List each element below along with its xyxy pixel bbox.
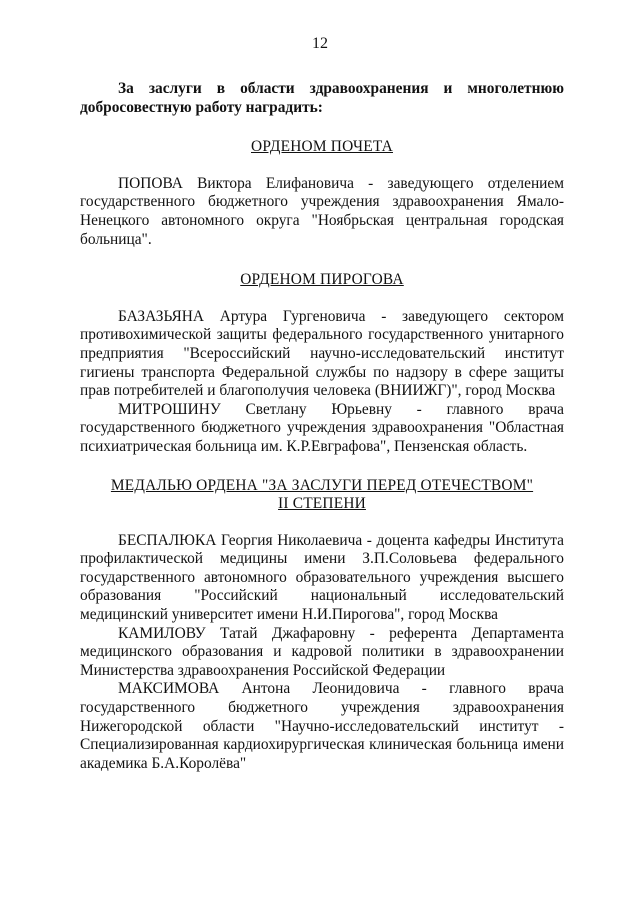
document-body <box>80 80 564 773</box>
heading-line: МЕДАЛЬЮ ОРДЕНА "ЗА ЗАСЛУГИ ПЕРЕД ОТЕЧЕСТВОМ" <box>110 476 534 494</box>
section-heading-medal-merit-fatherland <box>80 477 564 514</box>
award-intro: За заслуги в области здравоохранения и многолетнюю добросовестную работу наградить: <box>80 80 564 116</box>
page-number: 12 <box>312 35 328 52</box>
person-entry: ПОПОВА Виктора Елифановича - заведующего отделением государственного бюджетного учреждения здравоохранения Ямало-Ненецкого автономного округа "Ноябрьская центральная городская больница". <box>80 174 564 248</box>
person-entry: КАМИЛОВУ Татай Джафаровну - референта Департамента медицинского образования и кадровой политики в здравоохранении Министерства здравоохранения Российской Федерации <box>80 624 564 679</box>
heading-line: ОРДЕНОМ ПИРОГОВА <box>240 271 404 289</box>
section-heading-pirogov-order <box>80 271 564 290</box>
person-entry: МАКСИМОВА Антона Леонидовича - главного врача государственного бюджетного учреждения здравоохранения Нижегородской области "Научно-исследовательский институт - Специализированная кардиохирургическая клиническая больница имени академика Б.А.Королёва" <box>80 680 564 772</box>
heading-line: II СТЕПЕНИ <box>278 495 366 513</box>
person-entry: БЕСПАЛЮКА Георгия Николаевича - доцента кафедры Института профилактической медицины имени З.П.Соловьева федерального государственного автономного образовательного учреждения высшего образования "Российский национальный исследовательский медицинский университет имени Н.И.Пирогова", город Москва <box>80 531 564 624</box>
person-entry: БАЗАЗЬЯНА Артура Гургеновича - заведующего сектором противохимической защиты федерального государственного унитарного предприятия "Всероссийский научно-исследовательский институт гигиены транспорта Федеральной службы по надзору в сфере защиты прав потребителей и благополучия человека (ВНИИЖГ)", город Москва <box>80 307 564 400</box>
person-entry: МИТРОШИНУ Светлану Юрьевну - главного врача государственного бюджетного учреждения здравоохранения "Областная психиатрическая больница им. К.Р.Евграфова", Пензенская область. <box>80 400 564 455</box>
heading-line: ОРДЕНОМ ПОЧЕТА <box>251 138 393 156</box>
section-heading-order-of-honor <box>80 138 564 157</box>
